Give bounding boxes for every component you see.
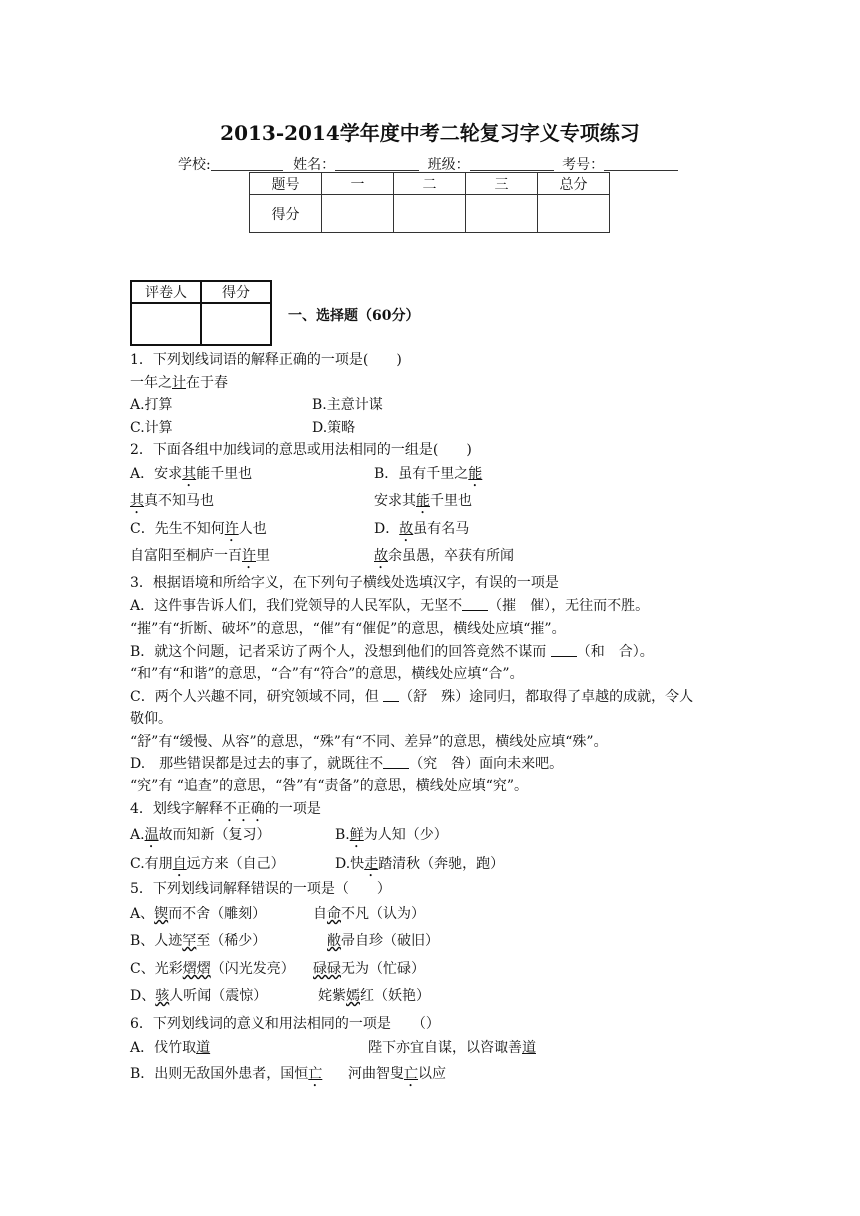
q4-option-a[interactable]: A.温故而知新（复习） — [130, 827, 271, 843]
q2-option-d[interactable]: D．故虽有名马 — [374, 521, 470, 537]
q3-note-d: “究”有 “追查”的意思，“咎”有“责备”的意思，横线处应填“究”。 — [130, 778, 529, 794]
q4-row2 — [130, 855, 505, 880]
fill-blank — [462, 598, 488, 611]
q4-option-c[interactable]: C.有朋自远方来（自己） — [130, 856, 285, 872]
grader-header: 得分 — [201, 281, 271, 303]
q6-stem: 6．下列划线词的意义和用法相同的一项是 （） — [130, 1016, 440, 1032]
q1-stem: 1．下列划线词语的解释正确的一项是( ) — [130, 352, 402, 368]
q4-row1 — [130, 826, 448, 851]
q3-note-a: “摧”有“折断、破坏”的意思，“催”有“催促”的意思，横线处应填“摧”。 — [130, 621, 566, 637]
q1-options-row1 — [130, 396, 383, 414]
grader-cell[interactable] — [201, 303, 271, 345]
score-header: 三 — [466, 173, 538, 195]
q4-option-d[interactable]: D.快走踏清秋（奔驰，跑） — [335, 856, 505, 872]
q2-row4: 自富阳至桐庐一百许里 故余虽愚，卒获有所闻 — [130, 548, 514, 564]
grader-header: 评卷人 — [131, 281, 201, 303]
name-blank — [335, 156, 419, 171]
q5-option-d[interactable]: D、骇人听闻（震惊） 姹紫嫣红（妖艳） — [130, 988, 430, 1004]
page-title: 2013-2014学年度中考二轮复习字义专项练习 — [220, 121, 640, 145]
score-cell[interactable] — [538, 195, 610, 233]
score-table — [249, 172, 610, 233]
score-header: 总分 — [538, 173, 610, 195]
q2-option-a[interactable]: A．安求其能千里也 — [130, 466, 253, 482]
q3-option-b[interactable]: B．就这个问题，记者采访了两个人，没想到他们的回答竟然不谋而 （和 合）。 — [130, 644, 654, 660]
fill-blank — [383, 689, 399, 702]
q6-option-b[interactable]: B．出则无敌国外患者，国恒亡 河曲智叟亡以应 — [130, 1066, 446, 1082]
q1-option-a[interactable]: A.打算 — [130, 397, 173, 413]
q1-option-b[interactable]: B.主意计谋 — [312, 397, 383, 413]
school-blank — [211, 156, 283, 171]
q4-stem: 4．划线字解释不正确的一项是 — [130, 801, 321, 817]
q3-note-b: “和”有“和谐”的意思，“合”有“符合”的意思，横线处应填“合”。 — [130, 666, 524, 682]
q5-option-c[interactable]: C、光彩熠熠（闪光发亮） 碌碌无为（忙碌） — [130, 961, 425, 977]
score-cell[interactable] — [322, 195, 394, 233]
q1-option-c[interactable]: C.计算 — [130, 420, 173, 436]
grader-table — [130, 280, 272, 346]
q2-stem: 2．下面各组中加线词的意思或用法相同的一组是( ) — [130, 442, 472, 458]
student-info-line — [178, 154, 678, 174]
name-label: 姓名： — [293, 157, 336, 173]
fill-blank — [383, 756, 409, 769]
school-label: 学校: — [178, 157, 211, 173]
score-row-label: 得分 — [250, 195, 322, 233]
q3-note-c: “舒”有“缓慢、从容”的意思，“殊”有“不同、差异”的意思，横线处应填“殊”。 — [130, 734, 608, 750]
q2-option-b[interactable]: B．虽有千里之能 — [374, 466, 483, 482]
underlined-word: 计 — [172, 375, 186, 391]
class-label: 班级： — [427, 157, 470, 173]
fill-blank — [551, 644, 577, 657]
q3-option-a[interactable]: A．这件事告诉人们，我们党领导的人民军队，无坚不 （摧 催），无往而不胜。 — [130, 598, 650, 614]
score-header: 二 — [394, 173, 466, 195]
q3-stem: 3．根据语境和所给字义，在下列句子横线处选填汉字，有误的一项是 — [130, 575, 559, 591]
grader-cell[interactable] — [131, 303, 201, 345]
q2-row2: 其真不知马也 安求其能千里也 — [130, 493, 472, 509]
q3-option-c[interactable]: C．两个人兴趣不同，研究领域不同，但 （舒 殊）途同归，都取得了卓越的成就，令人 — [130, 689, 694, 705]
score-header: 题号 — [250, 173, 322, 195]
q1-context: 一年之计在于春 — [130, 375, 228, 391]
q5-stem: 5．下列划线词解释错误的一项是（ ） — [130, 881, 391, 897]
q2-option-c[interactable]: C．先生不知何许人也 — [130, 521, 267, 537]
q3-option-d[interactable]: D. 那些错误都是过去的事了，就既往不 （究 咎）面向未来吧。 — [130, 756, 564, 772]
q1-options-row2 — [130, 419, 356, 437]
q5-option-b[interactable]: B、人迹罕至（稀少） 敝帚自珍（破旧） — [130, 933, 439, 949]
score-cell[interactable] — [466, 195, 538, 233]
class-blank — [470, 156, 554, 171]
q2-row3 — [130, 520, 470, 545]
exam-no-blank — [604, 156, 678, 171]
q1-option-d[interactable]: D.策略 — [312, 420, 356, 436]
exam-no-label: 考号： — [562, 157, 605, 173]
q4-option-b[interactable]: B.鲜为人知（少） — [335, 827, 448, 843]
q5-option-a[interactable]: A、锲而不舍（雕刻） 自命不凡（认为） — [130, 906, 425, 922]
q6-option-a[interactable]: A．伐竹取道 陛下亦宜自谋，以咨诹善道 — [130, 1040, 536, 1056]
section-heading: 一、选择题（60分） — [288, 308, 420, 324]
q3-option-c-cont: 敬仰。 — [130, 711, 172, 727]
q2-row1 — [130, 465, 483, 490]
score-header: 一 — [322, 173, 394, 195]
score-cell[interactable] — [394, 195, 466, 233]
